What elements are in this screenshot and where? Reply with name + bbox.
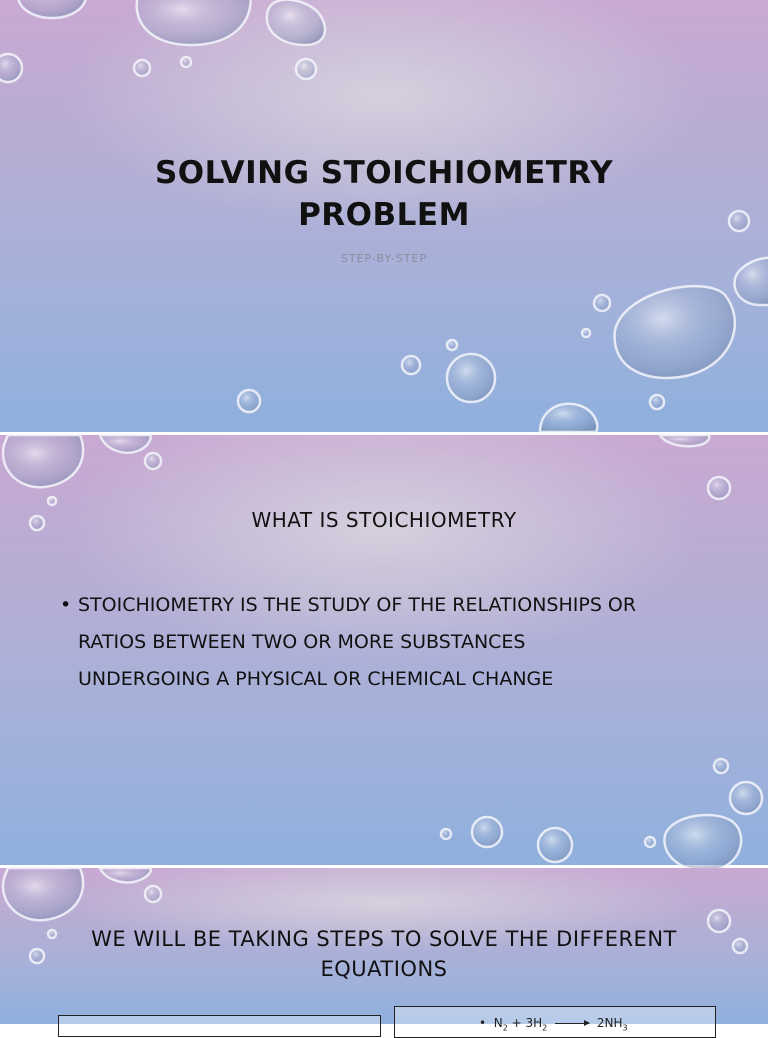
- slide-1-title: [84, 152, 684, 236]
- product-subscript: 3: [622, 1023, 628, 1033]
- slide-3-right-box: [394, 1006, 716, 1038]
- slide-2-heading: WHAT IS STOICHIOMETRY: [251, 508, 517, 532]
- bullet-line-1: STOICHIOMETRY IS THE STUDY OF THE RELATIONSHIPS OR: [78, 594, 637, 616]
- slide-1-title-line-2: PROBLEM: [298, 197, 470, 233]
- slide-3-heading-line-1: WE WILL BE TAKING STEPS TO SOLVE THE DIFFERENT: [91, 927, 677, 951]
- bullet-marker: •: [60, 594, 72, 616]
- slide-3: [0, 868, 768, 1033]
- slide-2-bullet-text: [78, 587, 720, 698]
- chemical-equation: [479, 1016, 628, 1032]
- bullet-line-3: UNDERGOING A PHYSICAL OR CHEMICAL CHANGE: [78, 668, 554, 690]
- slide-1-title-line-1: SOLVING STOICHIOMETRY: [154, 155, 614, 191]
- slide-1: [0, 0, 768, 432]
- slide-3-heading: [60, 924, 708, 984]
- reactant-n: N: [493, 1016, 503, 1030]
- slide-2-bullet: [60, 587, 720, 698]
- slide-3-left-box: [58, 1015, 381, 1037]
- reactant-h-subscript: 2: [542, 1023, 548, 1033]
- reactant-h: + 3H: [511, 1016, 543, 1030]
- slide-3-heading-line-2: EQUATIONS: [320, 957, 448, 981]
- slide-1-subtitle: STEP-BY-STEP: [340, 252, 428, 265]
- slide-2: [0, 435, 768, 865]
- reactant-n-subscript: 2: [502, 1023, 508, 1033]
- bullet-line-2: RATIOS BETWEEN TWO OR MORE SUBSTANCES: [78, 631, 526, 653]
- product-nh: 2NH: [596, 1016, 623, 1030]
- reaction-arrow-icon: [555, 1023, 589, 1024]
- equation-bullet: •: [479, 1016, 487, 1030]
